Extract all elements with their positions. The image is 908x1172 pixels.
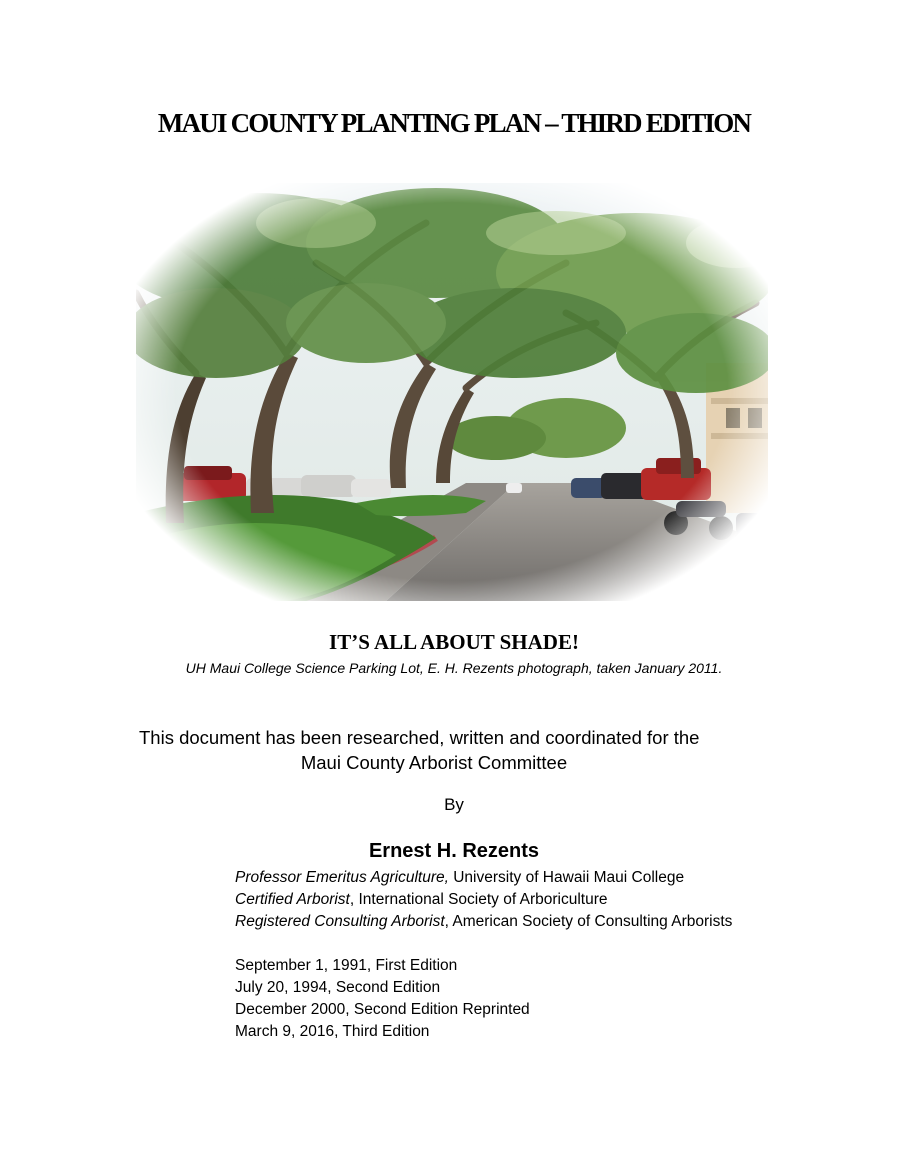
edition-line: September 1, 1991, First Edition (235, 957, 458, 974)
document-title: MAUI COUNTY PLANTING PLAN – THIRD EDITION (157, 108, 751, 138)
intro-line-2: Maui County Arborist Committee (300, 752, 568, 773)
intro-line-1: This document has been researched, written and coordinated for the (139, 727, 700, 748)
credential-line: Professor Emeritus Agriculture, University of Hawaii Maui College (235, 869, 685, 886)
edition-history (235, 955, 530, 1043)
author-credentials (235, 867, 732, 933)
credential-line: Certified Arborist, International Society of Arboriculture (235, 891, 608, 908)
photo-caption: UH Maui College Science Parking Lot, E. H. Rezents photograph, taken January 2011. (185, 660, 723, 676)
cover-photo (136, 183, 768, 601)
credential-line: Registered Consulting Arborist, American Society of Consulting Arborists (235, 913, 733, 930)
edition-line: July 20, 1994, Second Edition (235, 979, 441, 996)
edition-line: December 2000, Second Edition Reprinted (235, 1001, 530, 1018)
by-label: By (444, 795, 464, 814)
author-name: Ernest H. Rezents (368, 840, 540, 862)
edition-line: March 9, 2016, Third Edition (235, 1023, 430, 1040)
tree-parking-lot-image (136, 183, 768, 601)
section-heading: IT’S ALL ABOUT SHADE! (329, 630, 579, 654)
